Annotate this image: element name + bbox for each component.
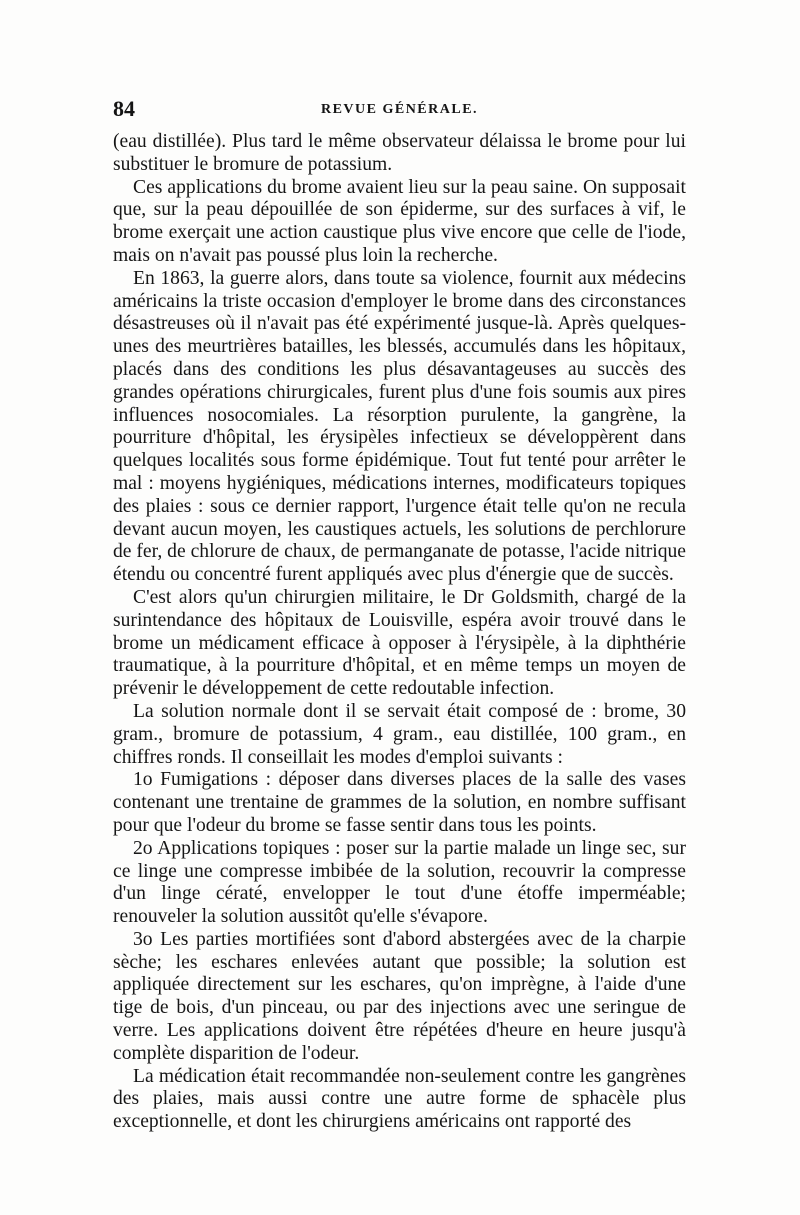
paragraph: 2o Applications topiques : poser sur la partie malade un linge sec, sur ce linge une compresse imbibée de la solution, recouvrir la compresse d'un linge cératé, envelopper le tout d'une étoffe imperméable; renouveler la solution aussitôt qu'elle s'évapore. — [113, 837, 686, 928]
paragraph: (eau distillée). Plus tard le même observateur délaissa le brome pour lui substituer le bromure de potassium. — [113, 131, 686, 175]
paragraph: Ces applications du brome avaient lieu sur la peau saine. On supposait que, sur la peau dépouillée de son épiderme, sur des surfaces à vif, le brome exerçait une action caustique plus vive encore que celle de l'iode, mais on n'avait pas poussé plus loin la recherche. — [113, 176, 686, 266]
running-title: REVUE GÉNÉRALE. — [320, 102, 479, 117]
paragraph: 3o Les parties mortifiées sont d'abord abstergées avec de la charpie sèche; les eschares enlevées autant que possible; la solution est appliquée directement sur les eschares, qu'on imprègne, à l'aide d'une tige de bois, d'un pinceau, ou par des injections avec une seringue de verre. Les applications doivent être répétées d'heure en heure jusqu'à complète disparition de l'odeur. — [113, 928, 686, 1064]
paragraph: 1o Fumigations : déposer dans diverses places de la salle des vases contenant une trentaine de grammes de la solution, en nombre suffisant pour que l'odeur du brome se fasse sentir dans tous les points. — [113, 769, 686, 836]
body-text — [113, 131, 686, 1134]
paragraph: C'est alors qu'un chirurgien militaire, le Dr Goldsmith, chargé de la surintendance des hôpitaux de Louisville, espéra avoir trouvé dans le brome un médicament efficace à opposer à l'érysipèle, à la diphthérie traumatique, à la pourriture d'hôpital, et en même temps un moyen de prévenir le développement de cette redoutable infection. — [113, 586, 686, 700]
paragraph: La médication était recommandée non-seulement contre les gangrènes des plaies, mais aussi contre une autre forme de sphacèle plus exceptionnelle, et dont les chirurgiens américains ont rapporté des — [113, 1065, 686, 1133]
paragraph: La solution normale dont il se servait était composé de : brome, 30 gram., bromure de potassium, 4 gram., eau distillée, 100 gram., en chiffres ronds. Il conseillait les modes d'emploi suivants : — [113, 700, 686, 768]
paragraph: En 1863, la guerre alors, dans toute sa violence, fournit aux médecins américains la triste occasion d'employer le brome dans des circonstances désastreuses où il n'avait pas été expérimenté jusque-là. Après quelques-unes des meurtrières batailles, les blessés, accumulés dans les hôpitaux, placés dans des conditions les plus désavantageuses au succès des grandes opérations chirurgicales, furent plus d'une fois soumis aux pires influences nosocomiales. La résorption purulente, la gangrène, la pourriture d'hôpital, les érysipèles infectieux se développèrent dans quelques localités sous forme épidémique. Tout fut tenté pour arrêter le mal : moyens hygiéniques, médications internes, modificateurs topiques des plaies : sous ce dernier rapport, l'urgence était telle qu'on ne recula devant aucun moyen, les caustiques actuels, les solutions de perchlorure de fer, de chlorure de chaux, de permanganate de potasse, l'acide nitrique étendu ou concentré furent appliqués avec plus d'énergie que de succès. — [113, 267, 686, 586]
page-header — [113, 96, 686, 124]
page-number: 84 — [113, 96, 135, 121]
